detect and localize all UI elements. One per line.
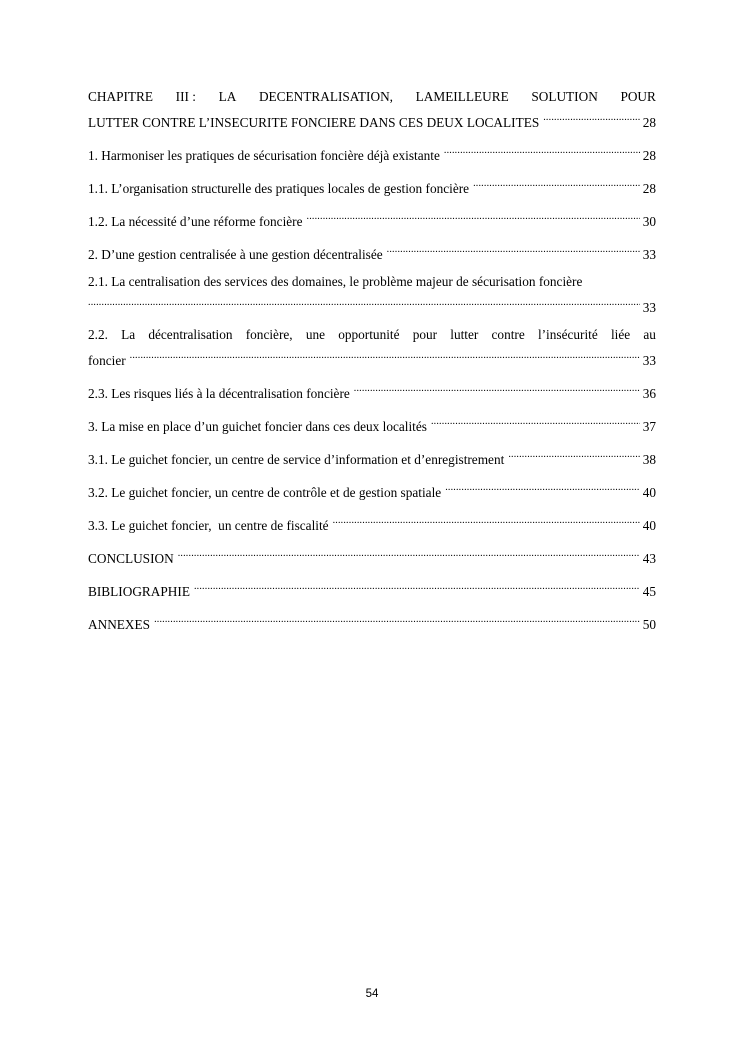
toc-word: au [643, 327, 656, 342]
toc-leader-dots [194, 576, 640, 596]
toc-page-number: 28 [642, 181, 656, 196]
toc-entry-label: CONCLUSION [88, 551, 174, 566]
toc-page-number: 33 [642, 300, 656, 315]
toc-leader-dots [508, 444, 639, 464]
toc-entry-label: 2.1. La centralisation des services des domaines, le problème majeur de sécurisation foncière [88, 274, 583, 289]
toc-leader-dots [354, 378, 640, 398]
toc-word: LAMEILLEURE [415, 89, 509, 104]
toc-page-number: 50 [642, 617, 656, 632]
toc-entry[interactable] [88, 477, 656, 500]
toc-entry-label: LUTTER CONTRE L’INSECURITE FONCIERE DANS CES DEUX LOCALITES [88, 115, 540, 130]
toc-leader-dots [473, 173, 640, 193]
toc-entry[interactable] [88, 140, 656, 163]
toc-leader-dots [307, 206, 640, 226]
toc-entry-label: 1. Harmoniser les pratiques de sécurisation foncière déjà existante [88, 148, 440, 163]
toc-entry[interactable] [88, 239, 656, 262]
toc-page-number: 33 [642, 353, 656, 368]
table-of-contents [88, 87, 656, 642]
toc-entry-label: 3.1. Le guichet foncier, un centre de service d’information et d’enregistrement [88, 452, 505, 467]
toc-leader-dots [178, 543, 640, 563]
toc-entry-label: foncier [88, 353, 126, 368]
toc-entry-conclusion[interactable] [88, 543, 656, 566]
toc-page-number: 33 [642, 247, 656, 262]
toc-page-number: 30 [642, 214, 656, 229]
toc-entry[interactable] [88, 173, 656, 196]
toc-page-number: 43 [642, 551, 656, 566]
toc-entry-label: 2.3. Les risques liés à la décentralisation foncière [88, 386, 350, 401]
toc-page-number: 40 [642, 518, 656, 533]
toc-leader-dots [543, 107, 639, 127]
toc-word: décentralisation [148, 327, 233, 342]
toc-entry[interactable] [88, 378, 656, 401]
toc-word: pour [412, 327, 438, 342]
toc-page-number: 28 [642, 148, 656, 163]
toc-page-number: 45 [642, 584, 656, 599]
toc-entry-label: 1.2. La nécessité d’une réforme foncière [88, 214, 303, 229]
toc-page-number: 37 [642, 419, 656, 434]
toc-entry[interactable] [88, 206, 656, 229]
toc-word: une [305, 327, 326, 342]
toc-entry-bibliographie[interactable] [88, 576, 656, 599]
toc-entry[interactable] [88, 444, 656, 467]
toc-word: POUR [620, 89, 656, 104]
toc-entry-label: BIBLIOGRAPHIE [88, 584, 190, 599]
toc-leader-dots [333, 510, 640, 530]
toc-entry-label: 2. D’une gestion centralisée à une gestion décentralisée [88, 247, 383, 262]
toc-entry-2-1[interactable] [88, 272, 656, 315]
toc-word: opportunité [338, 327, 400, 342]
toc-entry[interactable] [88, 510, 656, 533]
toc-entry-chapter-3-line1 [88, 87, 656, 107]
toc-page-number: 28 [642, 115, 656, 130]
toc-entry-2-2-line1 [88, 325, 656, 345]
toc-entry-chapter-3-line2 [88, 107, 656, 130]
toc-word: SOLUTION [531, 89, 598, 104]
toc-entry-label: 3.2. Le guichet foncier, un centre de contrôle et de gestion spatiale [88, 485, 442, 500]
toc-word: l’insécurité [537, 327, 598, 342]
toc-word: foncière, [245, 327, 293, 342]
toc-word: lutter [450, 327, 479, 342]
toc-page-number: 38 [642, 452, 656, 467]
toc-leader-dots [387, 239, 640, 259]
toc-leader-dots [431, 411, 640, 431]
toc-word: contre [491, 327, 525, 342]
toc-entry-label: 3.3. Le guichet foncier, un centre de fiscalité [88, 518, 329, 533]
toc-leader-dots [444, 140, 640, 160]
toc-word: III : [175, 89, 196, 104]
toc-word: LA [218, 89, 237, 104]
toc-entry[interactable] [88, 411, 656, 434]
toc-word: liée [610, 327, 631, 342]
toc-entry-2-2[interactable] [88, 325, 656, 368]
toc-entry-label: 1.1. L’organisation structurelle des pratiques locales de gestion foncière [88, 181, 470, 196]
toc-entry-label: 3. La mise en place d’un guichet foncier dans ces deux localités [88, 419, 427, 434]
toc-word: CHAPITRE [88, 89, 154, 104]
toc-page-number: 40 [642, 485, 656, 500]
toc-leader-dots [130, 345, 640, 365]
toc-word: La [121, 327, 136, 342]
toc-leader-dots [154, 609, 640, 629]
toc-word: DECENTRALISATION, [258, 89, 394, 104]
toc-entry-chapter-3[interactable] [88, 87, 656, 130]
toc-word: 2.2. [88, 327, 108, 342]
toc-leader-dots [445, 477, 640, 497]
toc-page-number: 36 [642, 386, 656, 401]
toc-leader-dots [88, 292, 640, 312]
page-number-footer: 54 [365, 988, 379, 1000]
toc-entry-label: ANNEXES [88, 617, 151, 632]
toc-entry-annexes[interactable] [88, 609, 656, 632]
